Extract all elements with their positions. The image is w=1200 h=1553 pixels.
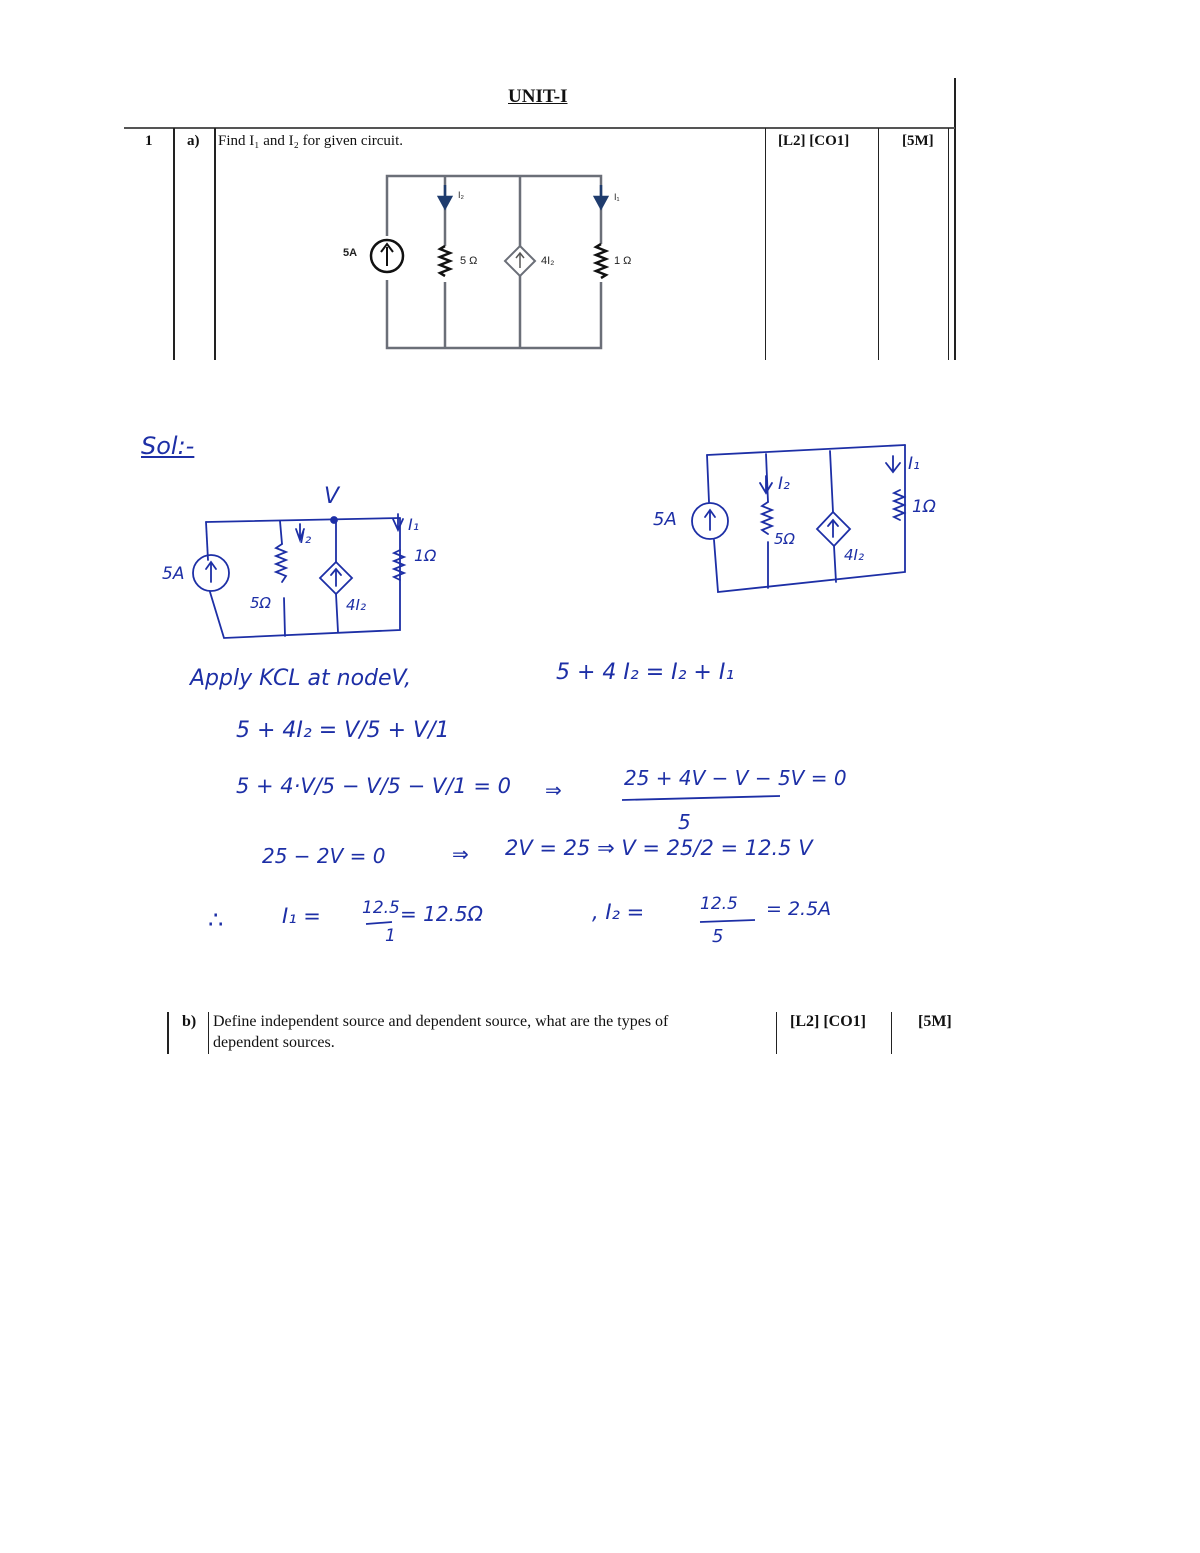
part-b-level: [L2] [CO1]: [790, 1013, 866, 1030]
dependent-source: [505, 246, 535, 276]
part-b-marks: [5M]: [918, 1013, 952, 1030]
part-b-question-line-1: Define independent source and dependent source, what are the types of: [213, 1013, 669, 1030]
sketch-left-5ohm: 5Ω: [250, 594, 272, 612]
therefore-symbol: ∴: [208, 906, 224, 934]
sketch-left-node-label: V: [324, 484, 340, 509]
current-source-5a: [371, 240, 403, 272]
part-a-label: a): [187, 133, 200, 149]
sketch-right-5a: 5A: [653, 509, 677, 530]
part-b-left-border: [167, 1012, 169, 1054]
part-a-level: [L2] [CO1]: [778, 133, 850, 149]
resistor-5ohm: [440, 246, 450, 276]
solution-heading: Sol:-: [141, 432, 195, 460]
part-a-question: Find I₁ and I₂ for given circuit.: [218, 133, 403, 149]
sketch-right-i1: I₁: [908, 454, 920, 474]
equation-line-4-arrow: ⇒: [452, 842, 469, 866]
sketch-right-5ohm: 5Ω: [774, 530, 796, 548]
sketch-right-1ohm: 1Ω: [912, 497, 936, 517]
sketch-left-1ohm: 1Ω: [414, 546, 437, 565]
resistor-1ohm: [596, 244, 606, 278]
equation-line-3-arrow: ⇒: [545, 778, 562, 802]
table-col-divider-4: [878, 128, 879, 360]
part-b-label: b): [182, 1013, 197, 1030]
equation-i1-numerator: 12.5: [362, 898, 400, 918]
kcl-equation: 5 + 4 I₂ = I₂ + I₁: [556, 660, 735, 685]
equation-i1-result: = 12.5Ω: [400, 902, 483, 926]
equation-line-2: 5 + 4I₂ = V/5 + V/1: [236, 718, 450, 743]
equation-i1-label: I₁ =: [282, 904, 321, 928]
part-b-divider-2: [776, 1012, 777, 1054]
equation-i1-denominator: 1: [385, 926, 396, 946]
circuit-label-5a: 5A: [343, 247, 358, 259]
question-number: 1: [145, 133, 153, 149]
unit-title: UNIT-I: [508, 86, 568, 107]
circuit-label-1ohm: 1 Ω: [614, 255, 632, 267]
sketch-right-i2: I₂: [778, 474, 790, 494]
sketch-left-i1: I₁: [408, 515, 420, 534]
equation-line-3: 5 + 4·V/5 − V/5 − V/1 = 0: [236, 774, 511, 798]
sketch-left-i2: I₂: [300, 528, 312, 547]
table-border-right-2: [948, 128, 949, 360]
equation-line-3-denominator: 5: [678, 810, 691, 834]
equation-i2-label: , I₂ =: [592, 900, 645, 924]
part-b-question-line-2: dependent sources.: [213, 1034, 335, 1051]
table-header-rule: [124, 127, 955, 129]
table-col-divider-2: [214, 128, 216, 360]
part-a-marks: [5M]: [902, 133, 934, 149]
part-b-divider-1: [208, 1012, 209, 1054]
table-col-divider-3: [765, 128, 766, 360]
equation-line-4: 25 − 2V = 0: [262, 844, 386, 868]
sketch-right-4i2: 4I₂: [844, 546, 864, 564]
circuit-label-4i2: 4I₂: [541, 255, 555, 267]
sketch-left-5a: 5A: [162, 564, 185, 584]
sketch-left-4i2: 4I₂: [346, 596, 366, 614]
equation-i2-denominator: 5: [712, 926, 724, 947]
kcl-statement: Apply KCL at nodeV,: [190, 666, 412, 691]
equation-i2-result: = 2.5A: [766, 898, 832, 920]
equation-i2-numerator: 12.5: [700, 894, 738, 914]
equation-line-4-result: 2V = 25 ⇒ V = 25/2 = 12.5 V: [505, 836, 813, 860]
table-border-right: [954, 78, 956, 360]
table-col-divider-1: [173, 128, 175, 360]
circuit-label-i1: I₁: [614, 192, 620, 202]
circuit-label-5ohm: 5 Ω: [460, 255, 478, 267]
equation-line-3-numerator: 25 + 4V − V − 5V = 0: [624, 766, 847, 790]
circuit-label-i2: I₂: [458, 190, 464, 200]
part-b-divider-3: [891, 1012, 892, 1054]
